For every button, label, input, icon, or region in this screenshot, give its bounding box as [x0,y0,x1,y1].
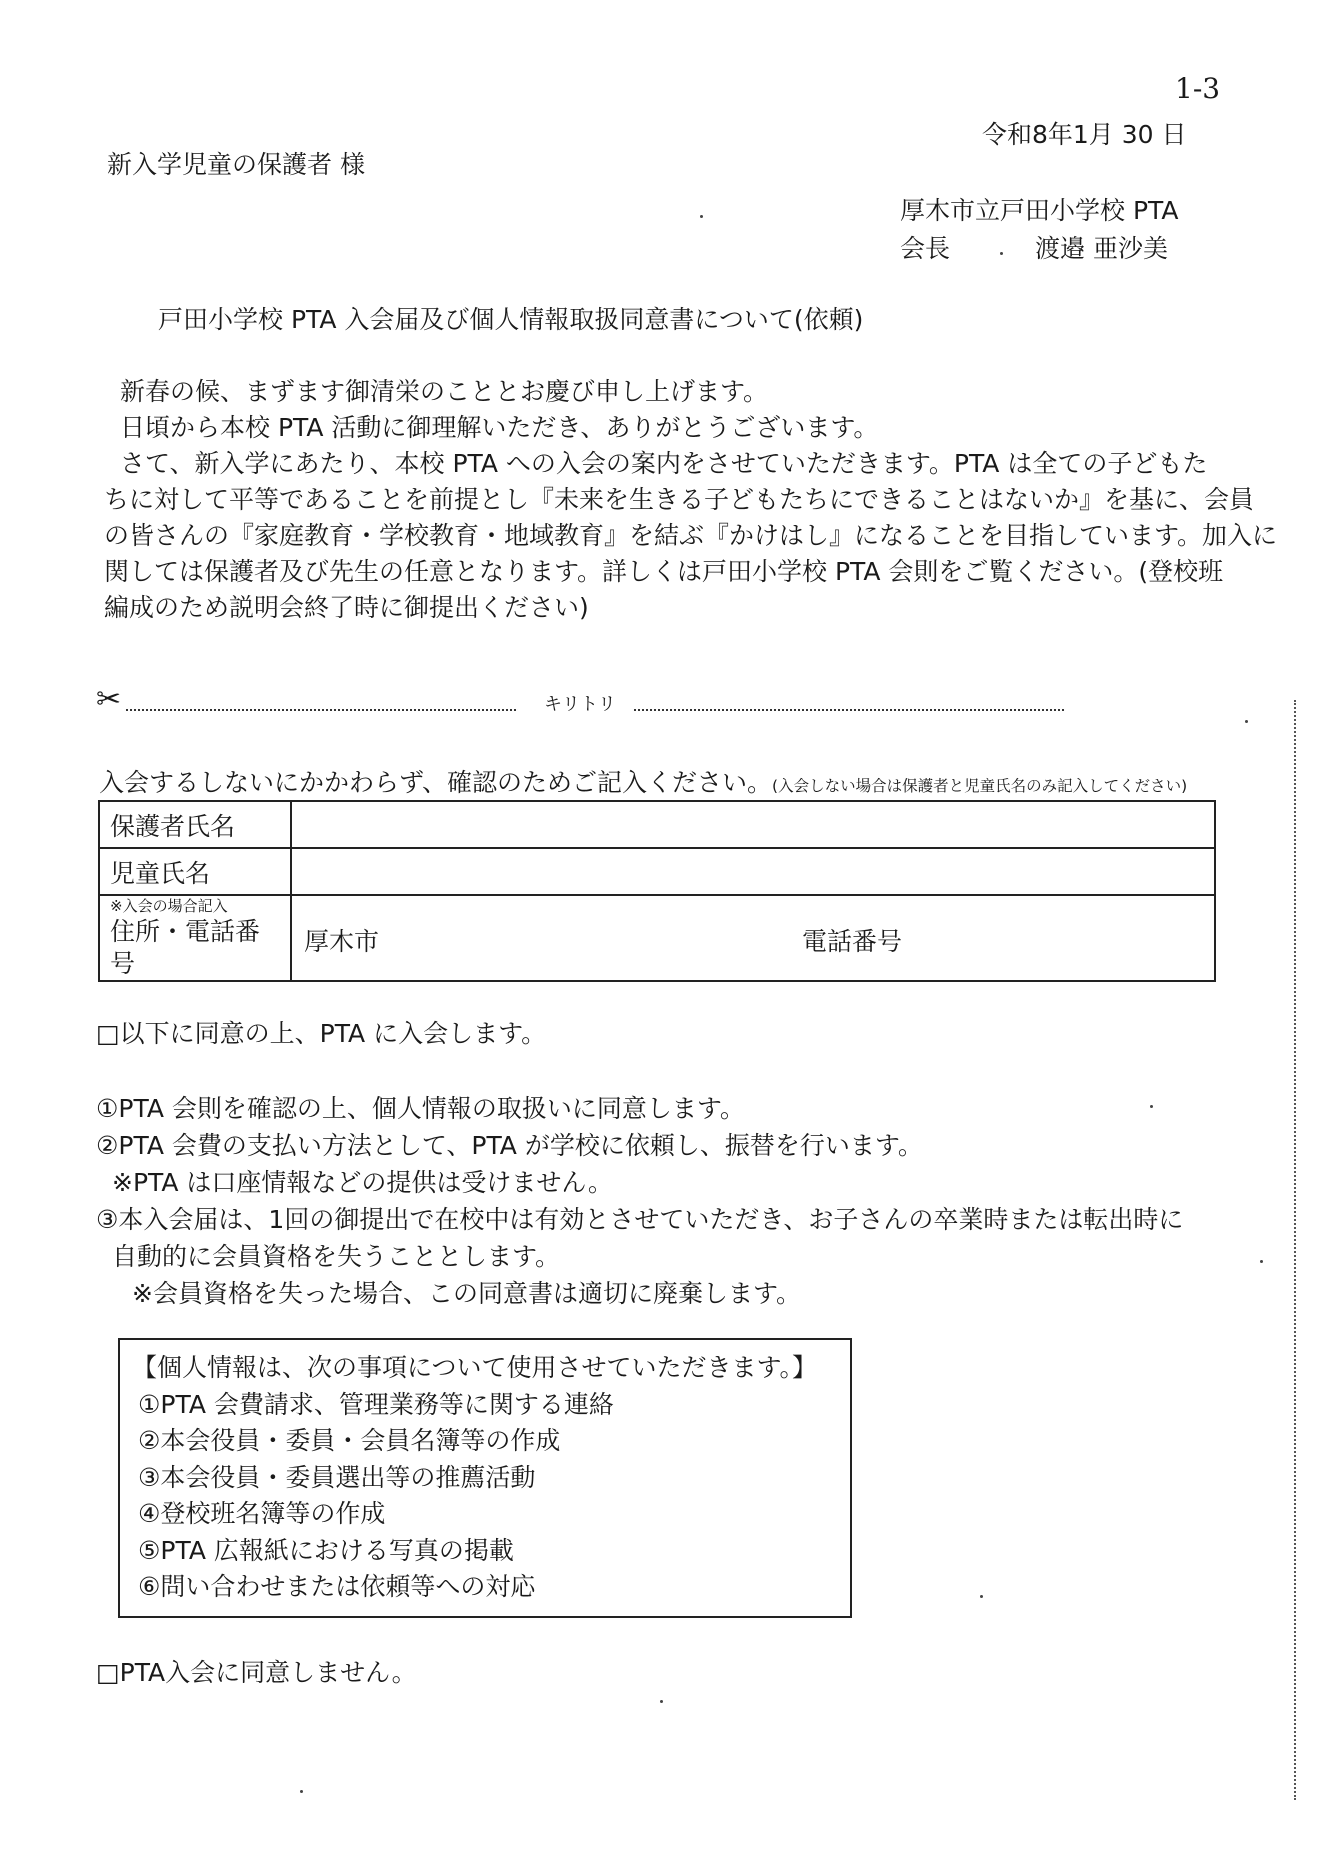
address-phone-field[interactable] [291,895,1215,981]
scan-speck [300,1790,303,1793]
issuing-organization: 厚木市立戸田小学校 PTA [900,196,1179,225]
guardian-row [99,801,1215,848]
child-row [99,848,1215,895]
cut-line-label: キリトリ [544,694,616,715]
address-label-cell [99,895,291,981]
consent-list [96,1090,1183,1312]
address-note: ※入会の場合記入 [110,897,228,915]
document-number: 1-3 [1175,72,1221,105]
consent-item: ①PTA 会則を確認の上、個人情報の取扱いに同意します。 [96,1094,745,1123]
address-phone-label: 住所・電話番号 [110,917,261,978]
body-line: さて、新入学にあたり、本校 PTA への入会の案内をさせていただきます。PTA は全ての子どもた [120,449,1208,478]
consent-item: ②PTA 会費の支払い方法として、PTA が学校に依頼し、振替を行います。 [96,1131,923,1160]
scan-edge-line [1294,700,1296,1800]
body-paragraph [104,374,1278,626]
body-line: ちに対して平等であることを前提とし『未来を生きる子どもたちにできることはないか』を基に、会員 [104,485,1255,514]
form-instruction [99,763,1187,799]
usage-item: ②本会役員・委員・会員名簿等の作成 [138,1426,561,1455]
cut-line-left [126,709,516,711]
scan-speck [660,1700,663,1703]
registration-form-table [98,800,1216,982]
guardian-name-label: 保護者氏名 [99,801,291,848]
scan-speck [1245,720,1248,723]
scan-speck [1150,1105,1153,1108]
consent-item: ③本入会届は、1回の御提出で在校中は有効とさせていただき、お子さんの卒業時または転出時に [96,1205,1184,1234]
scan-speck [1260,1260,1263,1263]
usage-item: ④登校班名簿等の作成 [138,1499,386,1528]
consent-note: ※会員資格を失った場合、この同意書は適切に廃棄します。 [132,1279,801,1308]
usage-item: ①PTA 会費請求、管理業務等に関する連絡 [138,1389,614,1419]
body-line: 新春の候、まずます御清栄のこととお慶び申し上げます。 [120,377,769,406]
document-title: 戸田小学校 PTA 入会届及び個人情報取扱同意書について(依頼) [158,305,864,334]
usage-heading: 【個人情報は、次の事項について使用させていただきます。】 [132,1353,818,1382]
personal-info-usage-box [118,1338,852,1618]
usage-item: ⑥問い合わせまたは依頼等への対応 [138,1572,536,1601]
body-line: 日頃から本校 PTA 活動に御理解いただき、ありがとうございます。 [120,413,879,442]
phone-label: 電話番号 [802,927,903,956]
consent-item-continuation: 自動的に会員資格を失うこととします。 [112,1242,561,1271]
consent-note: ※PTA は口座情報などの提供は受けません。 [112,1168,613,1197]
scan-speck [980,1595,983,1598]
address-row [99,895,1215,981]
cut-line-right [634,709,1064,711]
scan-speck [1000,252,1003,255]
scan-speck [700,215,703,218]
agree-checkbox-option[interactable]: □以下に同意の上、PTA に入会します。 [96,1019,547,1048]
scissors-icon: ✂ [96,682,122,717]
child-name-label: 児童氏名 [99,848,291,895]
document-date: 令和8年1月 30 日 [982,120,1187,149]
form-instruction-text: 入会するしないにかかわらず、確認のためご記入ください。 [99,768,773,797]
body-line: 関しては保護者及び先生の任意となります。詳しくは戸田小学校 PTA 会則をご覧ください。(登校班 [104,557,1224,586]
body-line: 編成のため説明会終了時に御提出ください) [104,593,589,622]
usage-item: ③本会役員・委員選出等の推薦活動 [138,1462,536,1492]
child-name-field[interactable] [291,848,1215,895]
body-line: の皆さんの『家庭教育・学校教育・地域教育』を結ぶ『かけはし』になることを目指しています。加入に [104,521,1278,550]
form-instruction-note: (入会しない場合は保護者と児童氏名のみ記入してください) [772,777,1188,795]
cut-line [96,682,1084,722]
usage-item: ⑤PTA 広報紙における写真の掲載 [138,1535,514,1565]
city-prefix: 厚木市 [304,927,380,956]
decline-checkbox-option[interactable]: □PTA入会に同意しません。 [96,1658,417,1687]
guardian-name-field[interactable] [291,801,1215,848]
president-role: 会長 [900,234,951,263]
president-name: 渡邉 亜沙美 [1035,234,1168,263]
addressee: 新入学児童の保護者 様 [107,150,365,179]
